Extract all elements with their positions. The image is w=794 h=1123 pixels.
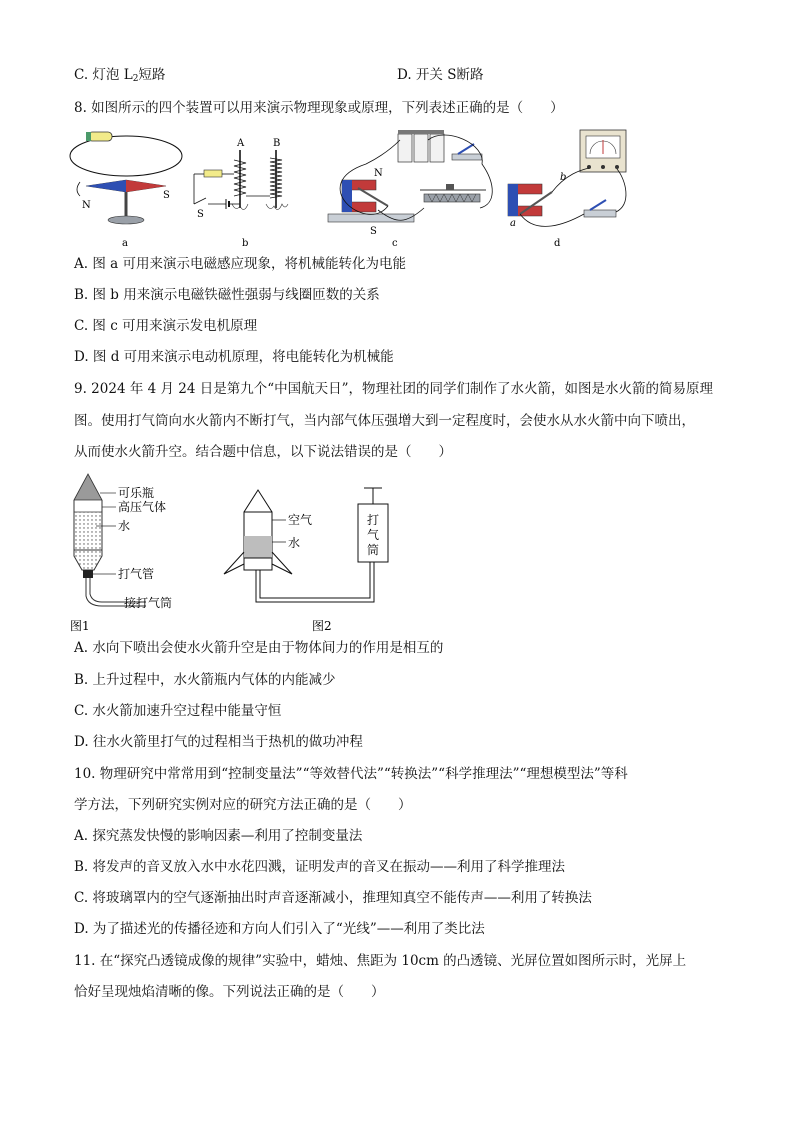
- fig1-label-water: 水: [118, 519, 131, 533]
- fig2-label-air: 空气: [288, 513, 313, 527]
- fig-d-a-label: a: [510, 218, 516, 229]
- q10-option-a: A. 探究蒸发快慢的影响因素—利用了控制变量法: [74, 828, 363, 844]
- fig-c-apparatus: [328, 130, 492, 249]
- fig-a-caption: a: [122, 238, 128, 249]
- fig1-label-gas: 高压气体: [118, 500, 167, 514]
- q8-option-c: C. 图 c 可用来演示发电机原理: [74, 318, 258, 334]
- fig1-label-bottle: 可乐瓶: [118, 486, 155, 500]
- q8-option-a: A. 图 a 可用来演示电磁感应现象，将机械能转化为电能: [74, 256, 406, 272]
- q11-stem-line-2: 恰好呈现烛焰清晰的像。下列说法正确的是（ ）: [74, 984, 385, 1000]
- fig-d-caption: d: [554, 238, 561, 249]
- q8-option-d: D. 图 d 可用来演示电动机原理，将电能转化为机械能: [74, 349, 394, 365]
- fig-b-apparatus: [194, 138, 288, 249]
- fig2-pump-char-2: 气: [367, 528, 380, 542]
- q11-stem-line-1: 11. 在“探究凸透镜成像的规律”实验中，蜡烛、焦距为 10cm 的凸透镜、光屏位置如图所示时，光屏上: [74, 953, 687, 969]
- q9-option-d: D. 往水火箭里打气的过程相当于热机的做功冲程: [74, 734, 363, 750]
- fig-b-b-label: B: [273, 138, 281, 149]
- fig2-pump-char-1: 打: [367, 513, 380, 527]
- fig-c-s-label: S: [370, 226, 377, 237]
- fig-d-b-label: b: [560, 172, 567, 183]
- fig-a-n-label: N: [82, 200, 91, 211]
- fig-d-apparatus: [508, 130, 626, 249]
- fig-c-caption: c: [392, 238, 398, 249]
- q9-option-b: B. 上升过程中，水火箭瓶内气体的内能减少: [74, 672, 336, 688]
- q9-figure-2: [218, 478, 418, 636]
- q10-stem-line-2: 学方法，下列研究实例对应的研究方法正确的是（ ）: [74, 797, 412, 813]
- fig-b-s-label: S: [197, 209, 204, 220]
- q9-stem-line-1: 9. 2024 年 4 月 24 日是第九个“中国航天日”，物理社团的同学们制作了水火箭，如图是水火箭的简易原理: [74, 381, 714, 397]
- q10-option-b: B. 将发声的音叉放入水中水花四溅，证明发声的音叉在振动——利用了科学推理法: [74, 859, 566, 875]
- q7-option-c: C. 灯泡 $L_2$短路: [74, 67, 166, 84]
- fig-b-a-label: A: [237, 138, 245, 149]
- fig1-label-pump-connector: 接打气筒: [124, 596, 173, 610]
- q7-option-d: D. 开关 S断路: [397, 67, 484, 83]
- fig-b-caption: b: [242, 238, 249, 249]
- fig-a-apparatus: [70, 132, 182, 249]
- fig1-caption: 图1: [70, 619, 90, 633]
- q8-option-b: B. 图 b 用来演示电磁铁磁性强弱与线圈匝数的关系: [74, 287, 380, 303]
- q10-option-d: D. 为了描述光的传播径迹和方向人们引入了“光线”——利用了类比法: [74, 921, 485, 937]
- q9-option-c: C. 水火箭加速升空过程中能量守恒: [74, 703, 282, 719]
- q9-option-a: A. 水向下喷出会使水火箭升空是由于物体间力的作用是相互的: [74, 640, 444, 656]
- q8-figure-strip: [66, 124, 636, 250]
- q9-stem-line-3: 从而使水火箭升空。结合题中信息，以下说法错误的是（ ）: [74, 444, 452, 460]
- q9-stem-line-2: 图。使用打气筒向水火箭内不断打气，当内部气体压强增大到一定程度时，会使水从水火箭中向下喷出，: [74, 413, 695, 429]
- q10-stem-line-1: 10. 物理研究中常常用到“控制变量法”“等效替代法”“转换法”“科学推理法”“理想模型法”等科: [74, 766, 628, 782]
- q8-stem: 8. 如图所示的四个装置可以用来演示物理现象或原理，下列表述正确的是（ ）: [74, 100, 564, 116]
- q9-figure-1: [66, 470, 216, 636]
- fig2-label-water: 水: [288, 536, 301, 550]
- fig2-pump-char-3: 筒: [367, 543, 380, 557]
- fig-a-s-label: S: [163, 190, 170, 201]
- fig1-label-tube: 打气管: [118, 567, 155, 581]
- fig2-caption: 图2: [312, 619, 332, 633]
- q10-option-c: C. 将玻璃罩内的空气逐渐抽出时声音逐渐减小，推理知真空不能传声——利用了转换法: [74, 890, 592, 906]
- fig-c-n-label: N: [374, 168, 383, 179]
